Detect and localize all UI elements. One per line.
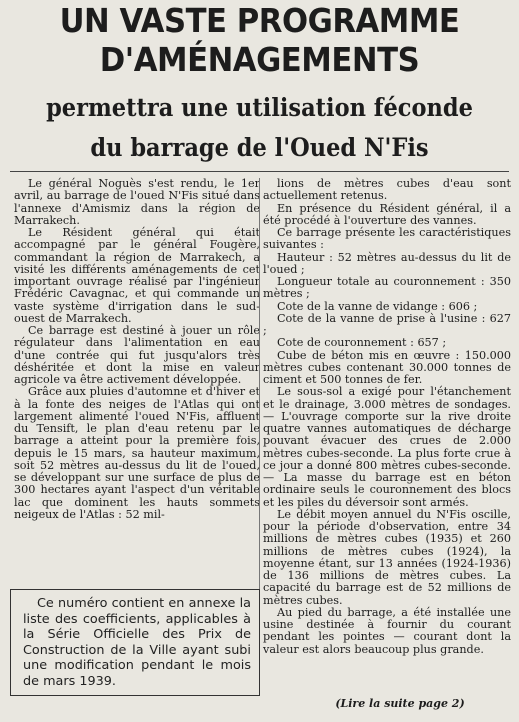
article-left-column: [14, 178, 260, 521]
subheadline-line-1: permettra une utilisation féconde: [46, 93, 473, 122]
spec-line: Longueur totale au couronnement : 350 mètres ;: [263, 275, 511, 301]
spec-line: Hauteur : 52 mètres au-dessus du lit de l'oued ;: [263, 250, 511, 276]
paragraph: Grâce aux pluies d'automne et d'hiver et à la fonte des neiges de l'Atlas qui ont largement alimenté l'oued N'Fis, affluent du Tensift, le plan d'eau retenu par le barrage a atteint pour la première fois, depuis le 15 mars, sa hauteur maximum, soit 52 mètres au-dessus du lit de l'oued, se développant sur une surface de plus de 300 hectares ayant l'aspect d'un véritable lac que dominent les hauts sommets neigeux de l'Atlas : 52 mil-: [14, 385, 260, 521]
paragraph: Le Résident général qui était accompagné par le général Fougère, commandant la région de Marrakech, a visité les différents aménagements de cet important ouvrage réalisé par l'ingénieur Frédéric Cavagnac, et qui commande un vaste système d'irrigation dans le sud-ouest de Marrakech.: [14, 226, 260, 325]
spec-line: Cote de la vanne de vidange : 606 ;: [277, 299, 478, 313]
paragraph: Ce barrage est destiné à jouer un rôle régulateur dans l'alimentation en eau d'une contrée qui fut jusqu'alors très déshéritée et dont la mise en valeur agricole va être activement développée.: [14, 324, 260, 386]
article-right-column: [263, 178, 511, 656]
annex-notice-text: Ce numéro contient en annexe la liste des coefficients, applicables à la Série Officielle des Prix de Construction de la Ville ayant subi une modification pendant le mois de mars 1939.: [23, 596, 251, 689]
continuation-note: (Lire la suite page 2): [335, 697, 465, 710]
headline-divider: [10, 171, 509, 172]
spec-line: Cote de la vanne de prise à l'usine : 627 ;: [263, 311, 511, 337]
spec-line: Cube de béton mis en œuvre : 150.000 mètres cubes contenant 30.000 tonnes de ciment et 500 tonnes de fer.: [263, 348, 511, 386]
annex-notice-box: [10, 589, 260, 696]
paragraph: Le débit moyen annuel du N'Fis oscille, pour la période d'observation, entre 34 millions de mètres cubes (1935) et 260 millions de mètres cubes (1924), la moyenne étant, sur 13 années (1924-1936) de 136 millions de mètres cubes. La capacité du barrage est de 52 millions de mètres cubes.: [263, 507, 511, 607]
headline-line-2: D'AMÉNAGEMENTS: [99, 40, 420, 79]
headline-line-1: UN VASTE PROGRAMME: [59, 1, 460, 40]
paragraph: Ce barrage présente les caractéristiques suivantes :: [263, 226, 511, 252]
paragraph: Au pied du barrage, a été installée une usine destinée à fournir du courant pendant les pointes — courant dont la valeur est alors beaucoup plus grande.: [263, 605, 511, 656]
spec-line: Cote de couronnement : 657 ;: [277, 336, 447, 350]
paragraph: lions de mètres cubes d'eau sont actuellement retenus.: [263, 177, 511, 203]
subheadline-line-2: du barrage de l'Oued N'Fis: [90, 133, 429, 162]
paragraph: Le général Noguès s'est rendu, le 1er avril, au barrage de l'oued N'Fis situé dans l'annexe d'Amismiz dans la région de Marrakech.: [14, 177, 260, 227]
paragraph: Le sous-sol a exigé pour l'étanchement et le drainage, 3.000 mètres de sondages. — L'ouvrage comporte sur la rive droite quatre vannes automatiques de décharge pouvant évacuer des crues de 2.000 mètres cubes-seconde. La plus forte crue à ce jour a donné 800 mètres cubes-seconde. — La masse du barrage est en béton ordinaire seuls le couronnement des blocs et les piles du déversoir sont armés.: [263, 385, 511, 509]
paragraph: En présence du Résident général, il a été procédé à l'ouverture des vannes.: [263, 201, 511, 227]
headline: [0, 1, 519, 79]
